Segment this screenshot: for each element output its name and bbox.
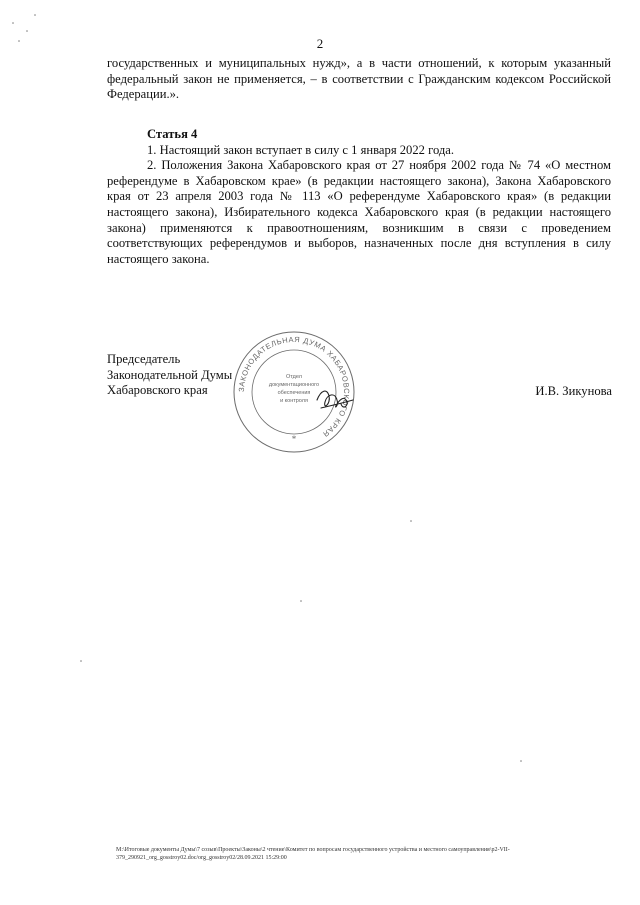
scan-speck — [80, 660, 82, 662]
signature-block — [107, 352, 232, 399]
scan-speck — [26, 30, 28, 32]
scan-speck — [12, 22, 14, 24]
scan-speck — [300, 600, 302, 602]
seal-center-line-2: документационного — [268, 382, 320, 388]
seal-center-line-4: и контроля — [280, 398, 308, 404]
scan-speck — [34, 14, 36, 16]
signature-title-3: Хабаровского края — [107, 383, 208, 398]
page-number: 2 — [316, 36, 324, 51]
official-seal — [229, 330, 359, 454]
continuation-paragraph — [107, 56, 611, 103]
article-paragraph-2: 2. Положения Закона Хабаровского края от 27 ноября 2002 года № 74 «О местном референдуме в Хабаровском крае» (в редакции настоящего закона), Закона Хабаровского края от 23 апреля 2003 года № 113 «О референдуме Хабаровского края» (в редакции настоящего закона), Избирательного кодекса Хабаровского края (в редакции настоящего закона) применяются к правоотношениям, возникшим в связи с проведением соответствующих референдумов и выборов, назначенных после дня вступления в силу настоящего закона. — [107, 158, 611, 266]
signer-name: И.В. Зикунова — [535, 384, 612, 398]
signature-title-1: Председатель — [107, 352, 181, 366]
scan-speck — [410, 520, 412, 522]
seal-ring-text: ЗАКОНОДАТЕЛЬНАЯ ДУМА ХАБАРОВСКОГО КРАЯ — [236, 334, 352, 440]
seal-center-line-1: Отдел — [286, 374, 302, 380]
article-heading: Статья 4 — [147, 127, 198, 141]
article-paragraph-1: 1. Настоящий закон вступает в силу с 1 января 2022 года. — [147, 142, 455, 157]
scan-speck — [520, 760, 522, 762]
footer-line-1: М:\Итоговые документы Думы\7 созыв\Проекты\Законы\2 чтение\Комитет по вопросам государственного устройства и местного самоуправления\р2-VII- — [116, 847, 510, 853]
signature-title-2: Законодательной Думы — [107, 367, 233, 382]
seal-center-line-3: обеспечения — [277, 390, 311, 396]
continuation-text: государственных и муниципальных нужд», а в части отношений, к которым указанный федеральный закон не применяется, – в соответствии с Гражданским кодексом Российской Федерации.». — [107, 56, 611, 102]
file-path-footer — [116, 846, 626, 862]
seal-star-icon: * — [291, 434, 297, 444]
footer-line-2: 379_290921_org_gosstroy02.doc/org_gosstroy02/28.09.2021 15:29:00 — [116, 855, 287, 861]
scan-speck — [18, 40, 20, 42]
article-4 — [107, 127, 611, 267]
